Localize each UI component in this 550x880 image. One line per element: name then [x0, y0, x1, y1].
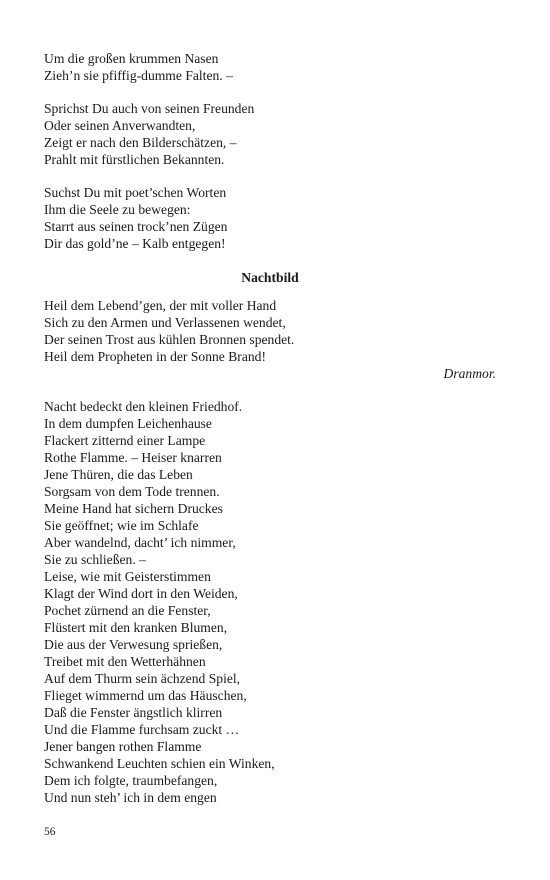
poem-line: Schwankend Leuchten schien ein Winken,	[44, 756, 275, 771]
epigraph-line: Heil dem Propheten in der Sonne Brand!	[44, 349, 266, 364]
poem-line: Und nun steh’ ich in dem engen	[44, 790, 217, 805]
poem-line: Jener bangen rothen Flamme	[44, 739, 202, 754]
epigraph-line: Sich zu den Armen und Verlassenen wendet,	[44, 315, 286, 330]
poem-line: Und die Flamme furchsam zuckt …	[44, 722, 240, 737]
poem-line: Suchst Du mit poet’schen Worten	[44, 185, 227, 200]
poem-line: Flüstert mit den kranken Blumen,	[44, 620, 228, 635]
page-number: 56	[44, 826, 56, 838]
poem-line: Prahlt mit fürstlichen Bekannten.	[44, 152, 225, 167]
poem-line: Zeigt er nach den Bilderschätzen, –	[44, 135, 237, 150]
poem-line: Oder seinen Anverwandten,	[44, 118, 196, 133]
poem-title: Nachtbild	[241, 270, 299, 285]
stanza-gap	[44, 84, 496, 100]
epigraph-attribution: Dranmor.	[443, 366, 496, 381]
poem1-stanza-2	[44, 100, 496, 168]
poem1-stanza-1	[44, 50, 496, 84]
stanza-gap	[44, 382, 496, 398]
poem-line: Aber wandelnd, dacht’ ich nimmer,	[44, 535, 236, 550]
poem-line: Dem ich folgte, traumbefangen,	[44, 773, 218, 788]
poem-line: Zieh’n sie pfiffig-dumme Falten. –	[44, 68, 233, 83]
poem-line: Die aus der Verwesung sprießen,	[44, 637, 223, 652]
epigraph-line: Der seinen Trost aus kühlen Bronnen spendet.	[44, 332, 295, 347]
poem-line: Klagt der Wind dort in den Weiden,	[44, 586, 238, 601]
poem-line: Pochet zürnend an die Fenster,	[44, 603, 211, 618]
poem-line: Sie zu schließen. –	[44, 552, 146, 567]
poem-line: Sprichst Du auch von seinen Freunden	[44, 101, 255, 116]
poem-line: Jene Thüren, die das Leben	[44, 467, 193, 482]
poem-line: Meine Hand hat sichern Druckes	[44, 501, 223, 516]
poem-line: Nacht bedeckt den kleinen Friedhof.	[44, 399, 243, 414]
poem-line: Sie geöffnet; wie im Schlafe	[44, 518, 199, 533]
epigraph	[44, 297, 496, 382]
poem-line: Rothe Flamme. – Heiser knarren	[44, 450, 222, 465]
poem-line: Treibet mit den Wetterhähnen	[44, 654, 206, 669]
poem-line: Um die großen krummen Nasen	[44, 51, 219, 66]
poem-line: Daß die Fenster ängstlich klirren	[44, 705, 223, 720]
poem-line: Flackert zitternd einer Lampe	[44, 433, 206, 448]
poem2-body	[44, 398, 496, 806]
poem-line: Flieget wimmernd um das Häuschen,	[44, 688, 247, 703]
poem-line: Dir das gold’ne – Kalb entgegen!	[44, 236, 226, 251]
poem-line: Sorgsam von dem Tode trennen.	[44, 484, 220, 499]
poem-line: Ihm die Seele zu bewegen:	[44, 202, 191, 217]
stanza-gap	[44, 168, 496, 184]
epigraph-line: Heil dem Lebend’gen, der mit voller Hand	[44, 298, 277, 313]
page-body	[44, 50, 496, 806]
poem-line: Auf dem Thurm sein ächzend Spiel,	[44, 671, 241, 686]
poem-line: Leise, wie mit Geisterstimmen	[44, 569, 211, 584]
poem-line: In dem dumpfen Leichenhause	[44, 416, 212, 431]
poem-line: Starrt aus seinen trock’nen Zügen	[44, 219, 228, 234]
poem1-stanza-3	[44, 184, 496, 252]
